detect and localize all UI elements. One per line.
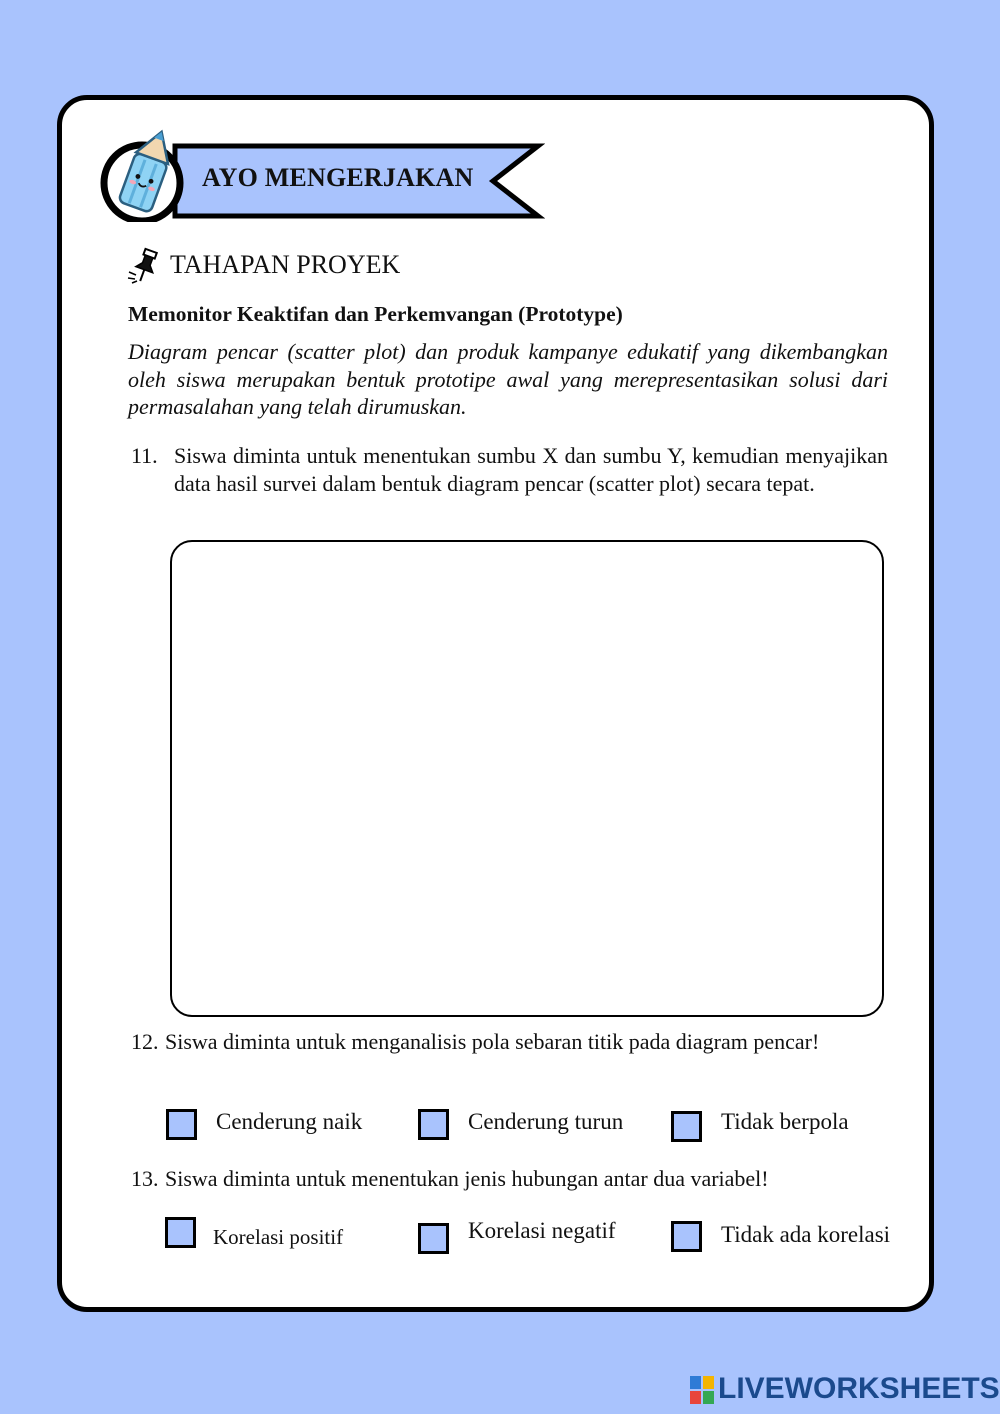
banner-title: AYO MENGERJAKAN xyxy=(202,163,474,192)
option-checkbox[interactable] xyxy=(671,1221,702,1252)
question-number: 13. xyxy=(131,1166,159,1191)
pushpin-icon xyxy=(126,246,166,284)
option-checkbox[interactable] xyxy=(418,1223,449,1254)
option-label: Cenderung naik xyxy=(216,1109,363,1134)
option-checkbox[interactable] xyxy=(165,1217,196,1248)
option-checkbox[interactable] xyxy=(418,1109,449,1140)
question-text: Siswa diminta untuk menentukan sumbu X dan sumbu Y, kemudian menyajikan data hasil survei dalam bentuk diagram pencar (scatter plot) secara tepat. xyxy=(174,443,888,496)
logo-mark-icon xyxy=(690,1376,714,1404)
section-title: TAHAPAN PROYEK xyxy=(170,250,401,279)
option-checkbox[interactable] xyxy=(671,1111,702,1142)
option-label: Korelasi negatif xyxy=(468,1218,616,1243)
option-label: Tidak berpola xyxy=(721,1109,849,1134)
question-11 xyxy=(131,442,888,497)
question-text: Siswa diminta untuk menentukan jenis hubungan antar dua variabel! xyxy=(165,1166,769,1191)
project-subtitle: Memonitor Keaktifan dan Perkemvangan (Prototype) xyxy=(128,302,623,326)
scatter-plot-answer-area[interactable] xyxy=(170,540,884,1017)
header-banner xyxy=(100,128,545,222)
question-text: Siswa diminta untuk menganalisis pola sebaran titik pada diagram pencar! xyxy=(165,1029,820,1054)
pencil-mascot-icon xyxy=(108,128,188,222)
option-checkbox[interactable] xyxy=(166,1109,197,1140)
question-number: 12. xyxy=(131,1029,159,1054)
option-label: Korelasi positif xyxy=(213,1225,344,1249)
project-description: Diagram pencar (scatter plot) dan produk kampanye edukatif yang dikembangkan oleh siswa merupakan bentuk prototipe awal yang merepresentasikan solusi dari permasalahan yang telah dirumuskan. xyxy=(128,339,888,419)
option-label: Tidak ada korelasi xyxy=(721,1222,891,1247)
question-number: 11. xyxy=(131,443,158,468)
question-12 xyxy=(131,1028,878,1056)
logo-text: LIVEWORKSHEETS xyxy=(718,1372,1000,1405)
question-13 xyxy=(131,1165,891,1193)
option-label: Cenderung turun xyxy=(468,1109,624,1134)
